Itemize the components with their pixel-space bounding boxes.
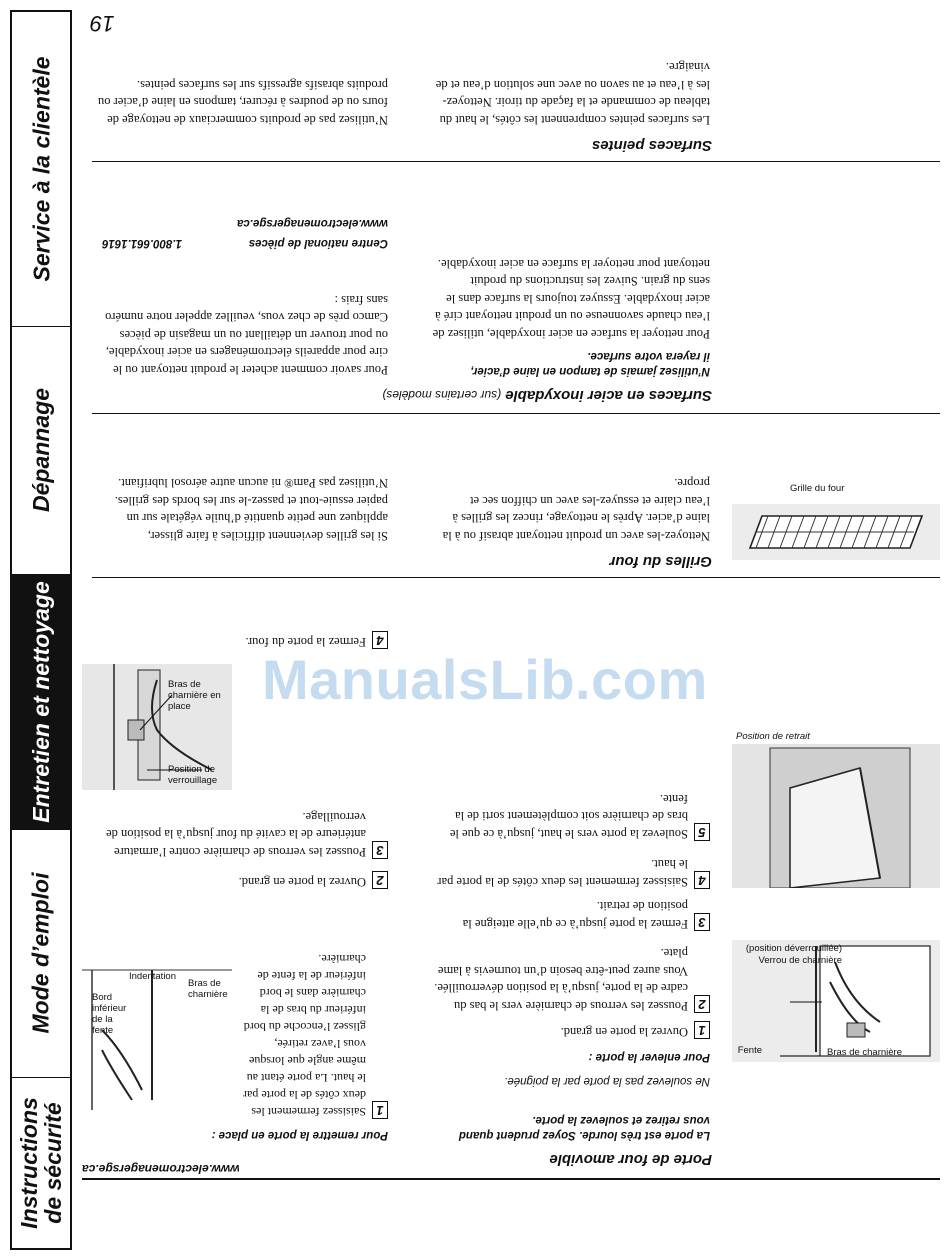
page-number: 19 — [90, 11, 115, 36]
oven-rack-figure — [732, 504, 940, 560]
removal-position-figure — [732, 744, 940, 888]
racks-paragraph-1: Nettoyez-les avec un produit nettoyant abrasif ou à la laine d’acier. Après le nettoyage, rincez les grilles à l’eau claire et essuyez-les avec un chiffon sec et propre. — [442, 476, 710, 543]
tab-label-line: Dépannage — [27, 388, 54, 513]
removal-position-caption: Position de retrait — [736, 731, 810, 742]
steel-title-note: (sur certains modèles) — [382, 388, 502, 402]
painted-divider — [92, 161, 940, 162]
tab-entretien-nettoyage[interactable] — [12, 575, 70, 830]
hinge-arm-in-place-label: Bras de charnière en place — [168, 679, 221, 712]
step-number: 3 — [694, 913, 710, 931]
parts-phone[interactable]: 1.800.661.1616 — [102, 237, 182, 249]
step-text: Poussez les verrous de charnière contre l’armature antérieure de la cavité du four jusqu’à la position de verrouillage. — [106, 810, 366, 859]
parts-center — [98, 235, 388, 250]
door-section-title: Porte de four amovible — [549, 1151, 712, 1168]
replace-door-heading: Pour remettre la porte en place : — [211, 1129, 388, 1141]
warning-line: vous retirez et soulevez la porte. — [532, 1114, 710, 1126]
warning-line: N’utilisez jamais de tampon en laine d’acier, — [470, 365, 710, 377]
tab-label-line: Mode d’emploi — [28, 873, 54, 1034]
header-website[interactable]: www.electromenagersge.ca — [82, 1162, 240, 1176]
steel-title-text: Surfaces en acier inoxydable — [505, 387, 712, 404]
painted-paragraph-2: N’utilisez pas de produits commerciaux de nettoyage de fours ou de poudres à récurer, tampons en laine d’acier ou produits abrasifs agressifs sur les surfaces peintes. — [97, 78, 388, 127]
parts-center-label: Centre national de pièces — [248, 237, 388, 249]
slot-bottom-edge-label: Bord inférieur de la fente — [92, 992, 127, 1036]
step-text: Saisissez fermement les deux côtés de la porte par le haut. — [437, 857, 688, 889]
tab-mode-emploi[interactable] — [12, 830, 70, 1078]
steel-section-title — [382, 387, 712, 404]
steel-paragraph-1: Pour nettoyer la surface en acier inoxydable, utilisez de l’eau chaude savonneuse ou un produit nettoyant ciré à acier inoxydable. Essuyez toujours la surface dans le sens du grain. Suivez les instructions du produit nettoyant pour nettoyer la surface en acier inoxydable. — [432, 257, 710, 341]
tab-service-clientele[interactable] — [12, 12, 70, 327]
section-tab-strip — [10, 10, 72, 1250]
tab-label-line: Service à la clientèle — [27, 56, 54, 282]
step-text: Ouvrez la porte en grand. — [560, 1025, 688, 1039]
door-handle-note: Ne soulevez pas la porte par la poignée. — [504, 1075, 710, 1087]
step-number: 1 — [372, 1101, 388, 1119]
remove-step-1 — [430, 1021, 710, 1040]
hinge-unlock-figure — [732, 940, 940, 1062]
step-number: 1 — [694, 1021, 710, 1039]
indentation-label: Indentation — [128, 971, 176, 982]
remove-step-2 — [426, 944, 710, 1014]
tab-label-line: de sécurité — [40, 1102, 66, 1224]
step-text: Saisissez fermement les deux côtés de la porte par le haut. La porte étant au même angle que lorsque vous l’avez retirée, glissez l’encoche du bord inférieur du bras de la charnière dans le bord inférieur de la fente de charnière. — [243, 952, 366, 1119]
warning-line: il rayera votre surface. — [587, 350, 710, 362]
watermark: ManualsLib.com — [262, 648, 708, 711]
tab-label-line: Instructions — [16, 1097, 42, 1229]
oven-rack-caption: Grille du four — [790, 483, 845, 494]
painted-paragraph-1: Les surfaces peintes comprennent les côtés, le haut du tableau de commande et la façade du tiroir. Nettoyez-les à l’eau et au savon ou avec une solution d’eau et de vinaigre. — [435, 60, 710, 127]
tab-label-line: Entretien et nettoyage — [27, 581, 54, 823]
step-text: Fermez la porte jusqu’à ce qu’elle atteigne la position de retrait. — [462, 899, 688, 931]
racks-section-title: Grilles du four — [609, 553, 712, 570]
unlocked-position-label: (position déverrouillée) — [745, 943, 842, 954]
tab-depannage[interactable] — [12, 327, 70, 575]
painted-section-title: Surfaces peintes — [591, 137, 712, 154]
step-number: 2 — [372, 871, 388, 889]
tab-instructions-securite[interactable] — [12, 1078, 70, 1248]
step-number: 5 — [694, 823, 710, 841]
step-text: Soulevez la porte vers le haut, jusqu’à ce que le bras de charnière soit complètement sorti de la fente. — [449, 792, 688, 841]
racks-divider — [92, 577, 940, 578]
hinge-arm-label: Bras de charnière — [188, 978, 228, 1000]
step-number: 4 — [372, 631, 388, 649]
steel-paragraph-2: Pour savoir comment acheter le produit nettoyant ou le cire pour appareils électroménagers en acier inoxydable, ou pour trouver un détaillant ou un magasin de pièces Camco près de chez vous, veuillez appeler notre numéro sans frais : — [105, 293, 388, 377]
remove-step-5 — [426, 790, 710, 843]
replace-step-3 — [98, 808, 388, 861]
steel-warning — [420, 348, 710, 378]
warning-line: La porte est très lourde. Soyez prudent quand — [458, 1129, 710, 1141]
step-text: Fermez la porte du four. — [245, 635, 366, 649]
hinge-arm-label: Bras de charnière — [827, 1047, 902, 1058]
parts-website[interactable]: www.electromenagersge.ca — [236, 217, 388, 229]
step-number: 3 — [372, 841, 388, 859]
indentation-figure — [82, 960, 232, 1120]
oven-rack-drawing — [732, 504, 940, 560]
lock-position-figure — [82, 664, 232, 790]
replace-step-2 — [98, 871, 388, 890]
remove-step-3 — [426, 897, 710, 932]
header-rule — [82, 1178, 940, 1180]
steel-divider — [92, 413, 940, 414]
step-text: Poussez les verrous de charnière vers le bas du cadre de la porte, jusqu’à la position déverrouillée. Vous aurez peut-être besoin d’un tournevis à lame plate. — [434, 946, 688, 1013]
removal-position-drawing — [732, 744, 940, 888]
step-number: 2 — [694, 995, 710, 1013]
locked-position-label: Position de verrouillage — [168, 764, 218, 786]
slot-label: Fente — [737, 1045, 762, 1056]
remove-door-heading: Pour enlever la porte : — [588, 1051, 710, 1063]
remove-step-4 — [426, 855, 710, 890]
step-text: Ouvrez la porte en grand. — [238, 875, 366, 889]
racks-paragraph-2: Si les grilles deviennent difficiles à faire glisser, appliquez une petite quantité d’huile végétale sur un papier essuie-tout et passez-le sur les bords des grilles. N’utilisez pas Pam® ni aucun autre aérosol lubrifiant. — [114, 476, 388, 543]
replace-step-1 — [240, 950, 388, 1120]
door-warning — [410, 1112, 710, 1142]
hinge-lock-label: Verrou de charnière — [758, 955, 842, 966]
step-number: 4 — [694, 871, 710, 889]
